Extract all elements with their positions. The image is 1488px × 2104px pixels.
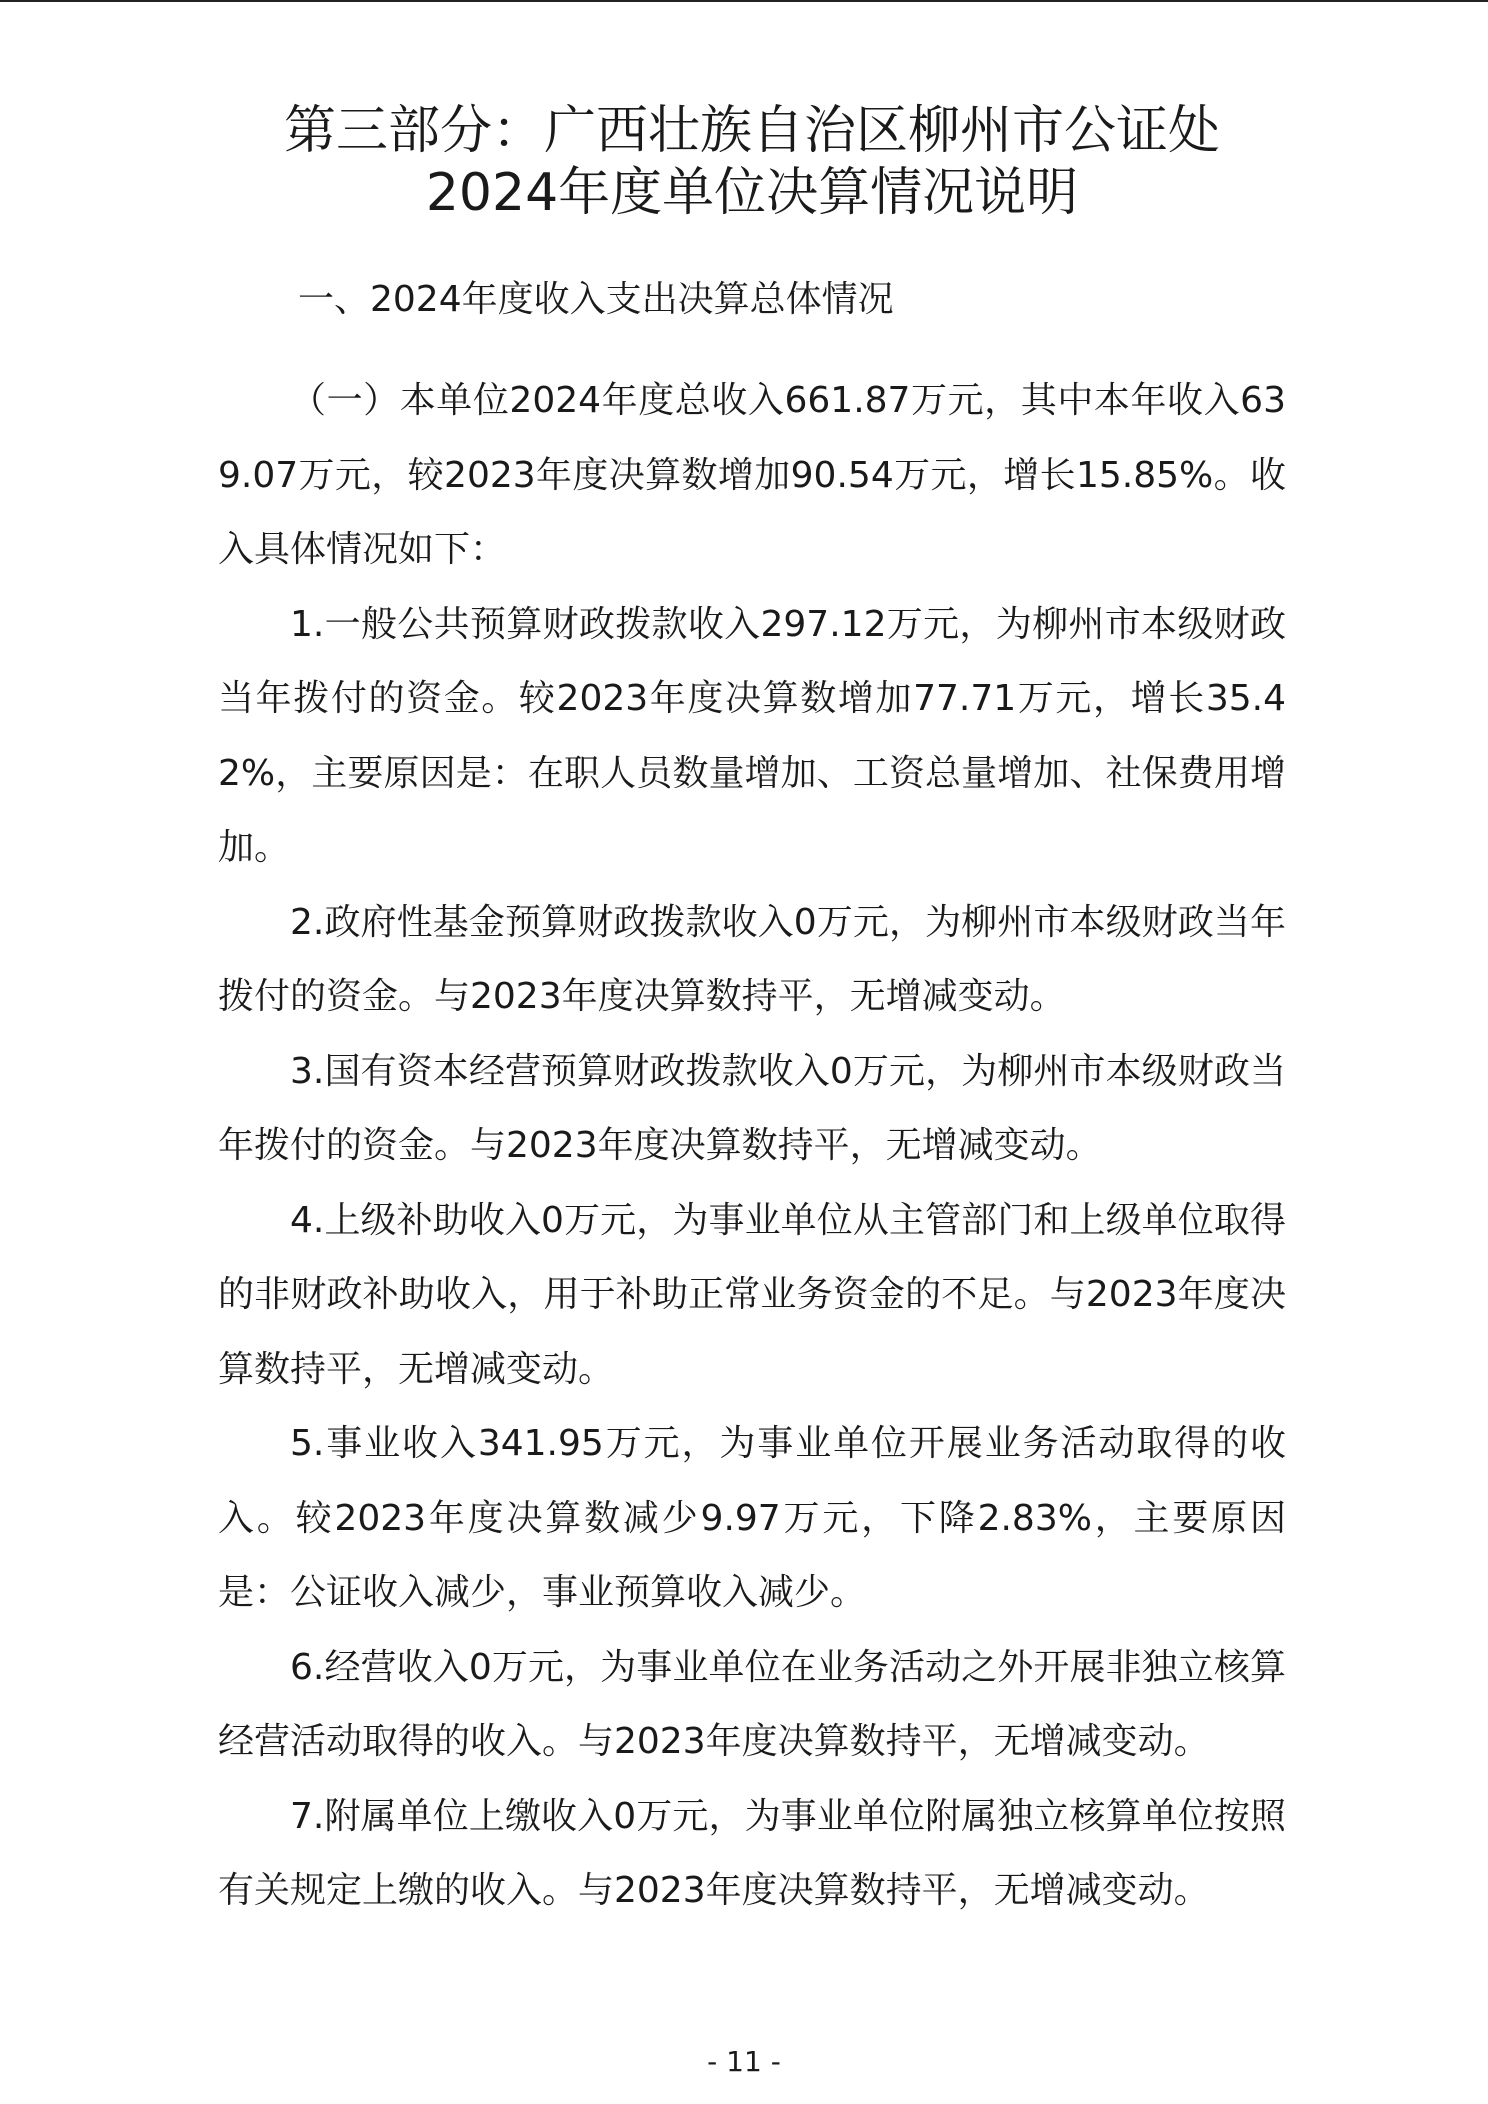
page-number: - 11 - [707, 2045, 781, 2078]
paragraph-item-4: 4.上级补助收入0万元，为事业单位从主管部门和上级单位取得的非财政补助收入，用于补助正常业务资金的不足。与2023年度决算数持平，无增减变动。 [218, 1199, 1286, 1390]
title-line-2: 2024年度单位决算情况说明 [425, 163, 1079, 223]
document-page [218, 100, 1286, 1929]
section-heading: 一、2024年度收入支出决算总体情况 [298, 279, 894, 320]
paragraph-item-5: 5.事业收入341.95万元，为事业单位开展业务活动取得的收入。较2023年度决算数减少9.97万元，下降2.83%，主要原因是：公证收入减少，事业预算收入减少。 [218, 1423, 1286, 1613]
paragraph-item-6: 6.经营收入0万元，为事业单位在业务活动之外开展非独立核算经营活动取得的收入。与2023年度决算数持平，无增减变动。 [218, 1646, 1286, 1762]
document-title [188, 100, 1316, 224]
paragraph-item-1: 1.一般公共预算财政拨款收入297.12万元，为柳州市本级财政当年拨付的资金。较2023年度决算数增加77.71万元，增长35.42%，主要原因是：在职人员数量增加、工资总量增加、社保费用增加。 [218, 603, 1286, 868]
title-line-1: 第三部分：广西壮族自治区柳州市公证处 [283, 101, 1220, 161]
paragraph-item-3: 3.国有资本经营预算财政拨款收入0万元，为柳州市本级财政当年拨付的资金。与2023年度决算数持平，无增减变动。 [218, 1050, 1286, 1166]
paragraph-overview: （一）本单位2024年度总收入661.87万元，其中本年收入639.07万元，较2023年度决算数增加90.54万元，增长15.85%。收入具体情况如下： [218, 380, 1286, 570]
paragraph-item-7: 7.附属单位上缴收入0万元，为事业单位附属独立核算单位按照有关规定上缴的收入。与2023年度决算数持平，无增减变动。 [218, 1795, 1286, 1911]
paragraph-item-2: 2.政府性基金预算财政拨款收入0万元，为柳州市本级财政当年拨付的资金。与2023年度决算数持平，无增减变动。 [218, 901, 1286, 1017]
top-border-line [0, 0, 1488, 2]
